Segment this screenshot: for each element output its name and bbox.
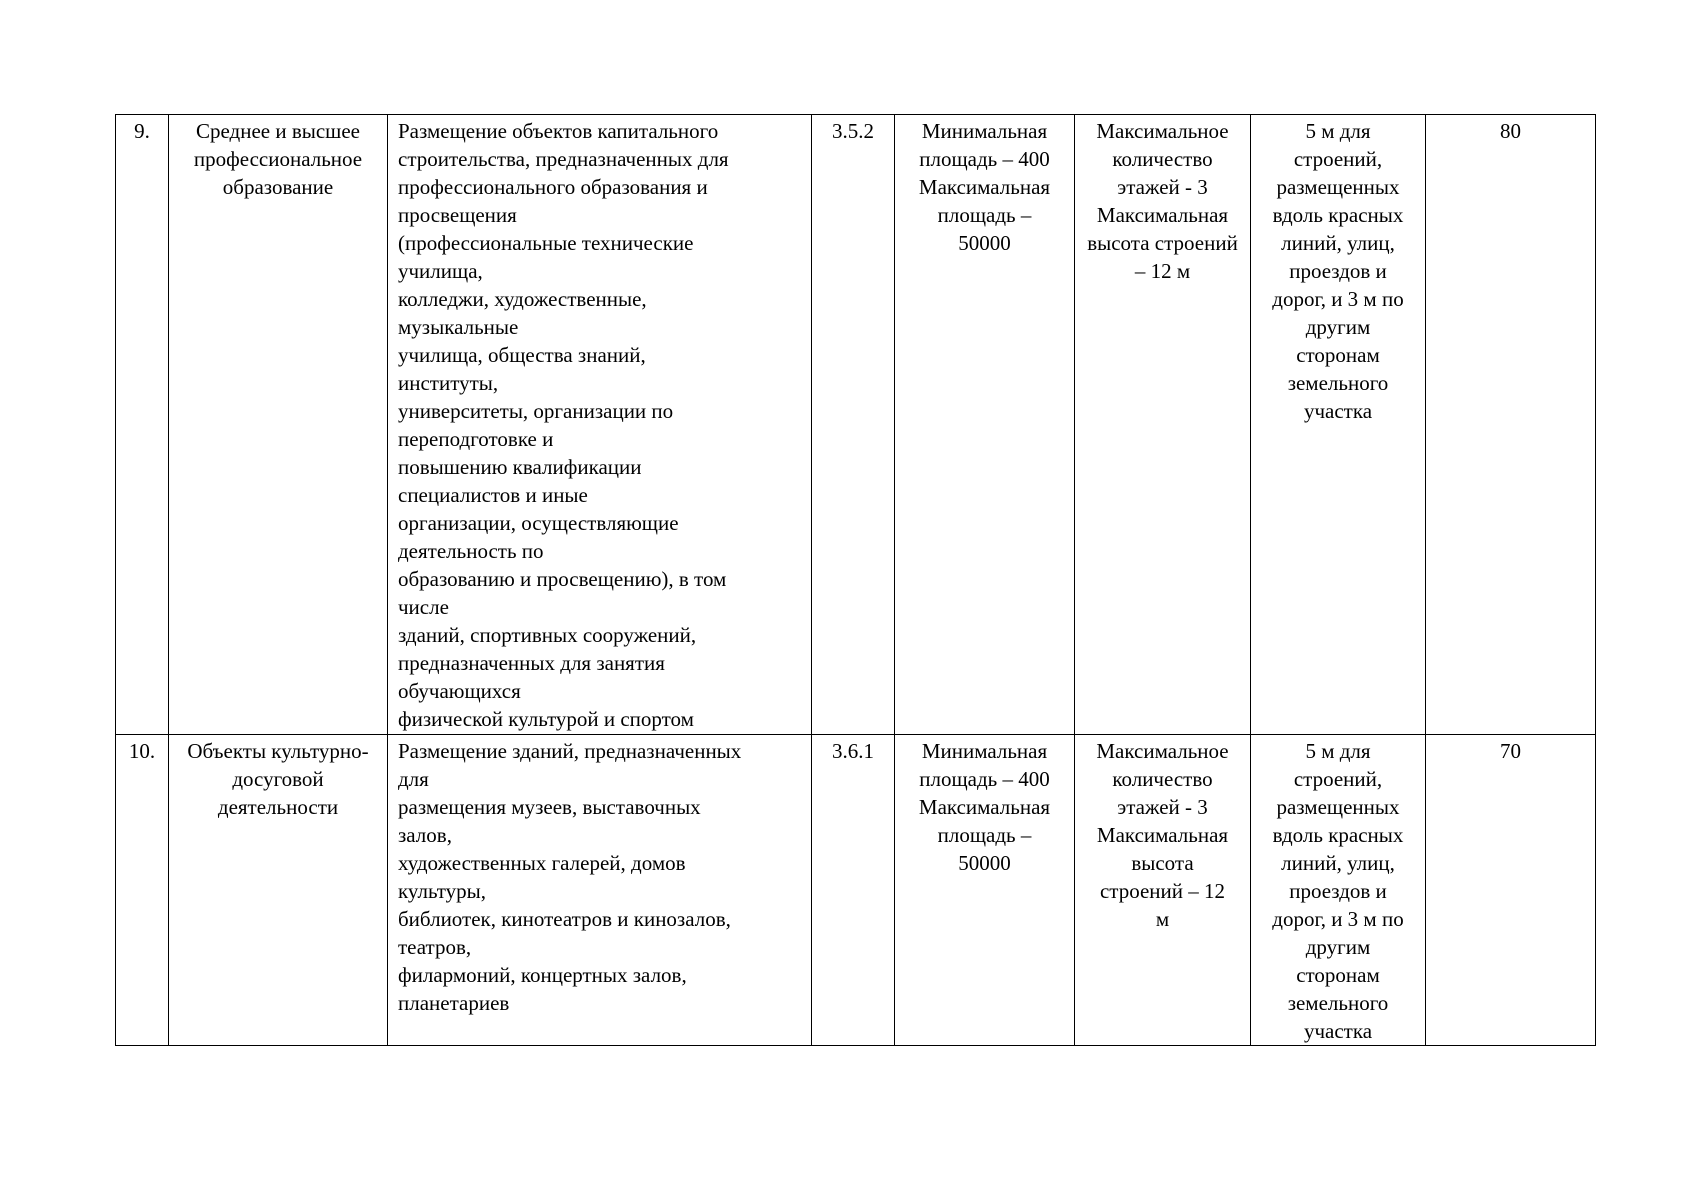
row-number: 9. (116, 115, 169, 735)
plot-area-limits: Минимальная площадь – 400 Максимальная площадь – 50000 (895, 735, 1075, 1046)
plot-area-limits: Минимальная площадь – 400 Максимальная площадь – 50000 (895, 115, 1075, 735)
setback-limits: 5 м для строений, размещенных вдоль красных линий, улиц, проездов и дорог, и 3 м по другим сторонам земельного участка (1251, 735, 1426, 1046)
land-use-code: 3.6.1 (812, 735, 895, 1046)
land-use-description: Размещение зданий, предназначенных для размещения музеев, выставочных залов, художественных галерей, домов культуры, библиотек, кинотеатров и кинозалов, театров, филармоний, концертных залов, планетариев (388, 735, 812, 1046)
zoning-table (115, 114, 1596, 1046)
table-row (116, 115, 1596, 735)
setback-limits: 5 м для строений, размещенных вдоль красных линий, улиц, проездов и дорог, и 3 м по другим сторонам земельного участка (1251, 115, 1426, 735)
land-use-name: Объекты культурно- досуговой деятельности (169, 735, 388, 1046)
coverage-percent: 70 (1426, 735, 1596, 1046)
height-limits: Максимальное количество этажей - 3 Максимальная высота строений – 12 м (1075, 735, 1251, 1046)
height-limits: Максимальное количество этажей - 3 Максимальная высота строений – 12 м (1075, 115, 1251, 735)
land-use-description: Размещение объектов капитального строительства, предназначенных для профессионального образования и просвещения (профессиональные технические училища, колледжи, художественные, музыкальные училища, общества знаний, институты, университеты, организации по переподготовке и повышению квалификации специалистов и иные организации, осуществляющие деятельность по образованию и просвещению), в том числе зданий, спортивных сооружений, предназначенных для занятия обучающихся физической культурой и спортом (388, 115, 812, 735)
coverage-percent: 80 (1426, 115, 1596, 735)
land-use-name: Среднее и высшее профессиональное образование (169, 115, 388, 735)
land-use-code: 3.5.2 (812, 115, 895, 735)
table-row (116, 735, 1596, 1046)
row-number: 10. (116, 735, 169, 1046)
